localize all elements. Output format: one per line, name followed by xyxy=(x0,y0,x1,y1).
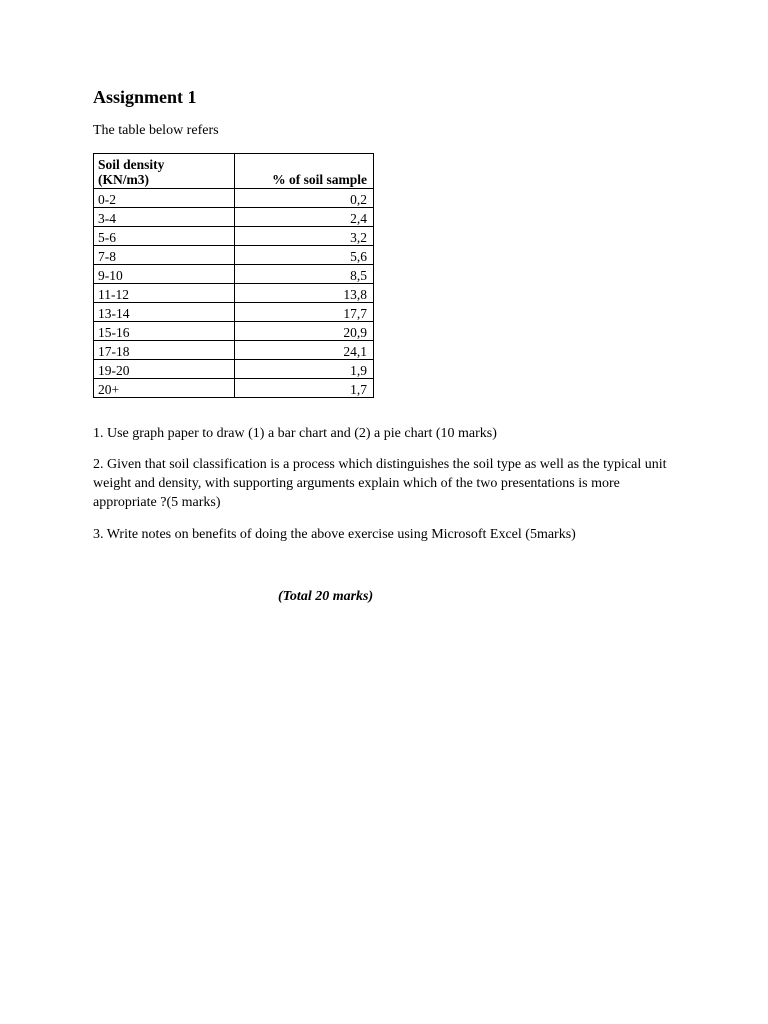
soil-density-table xyxy=(93,153,374,398)
percent-cell: 8,5 xyxy=(235,265,374,284)
density-cell: 20+ xyxy=(94,379,235,398)
table-row xyxy=(94,265,374,284)
percent-cell: 0,2 xyxy=(235,189,374,208)
density-cell: 13-14 xyxy=(94,303,235,322)
percent-cell: 2,4 xyxy=(235,208,374,227)
density-cell: 3-4 xyxy=(94,208,235,227)
table-row xyxy=(94,227,374,246)
table-row xyxy=(94,360,374,379)
header-soil-density-line1: Soil density xyxy=(98,157,165,172)
table-row xyxy=(94,379,374,398)
density-cell: 9-10 xyxy=(94,265,235,284)
density-cell: 5-6 xyxy=(94,227,235,246)
table-row xyxy=(94,303,374,322)
percent-cell: 20,9 xyxy=(235,322,374,341)
percent-cell: 5,6 xyxy=(235,246,374,265)
percent-cell: 1,9 xyxy=(235,360,374,379)
header-percent-soil-sample: % of soil sample xyxy=(235,154,374,189)
percent-cell: 13,8 xyxy=(235,284,374,303)
header-soil-density-line2: (KN/m3) xyxy=(98,172,149,187)
density-cell: 0-2 xyxy=(94,189,235,208)
assignment-title: Assignment 1 xyxy=(93,87,197,107)
table-row xyxy=(94,284,374,303)
density-cell: 19-20 xyxy=(94,360,235,379)
question-1: 1. Use graph paper to draw (1) a bar chart and (2) a pie chart (10 marks) xyxy=(93,426,497,441)
intro-text: The table below refers xyxy=(93,123,219,138)
question-3: 3. Write notes on benefits of doing the above exercise using Microsoft Excel (5marks) xyxy=(93,527,576,542)
density-cell: 15-16 xyxy=(94,322,235,341)
header-soil-density xyxy=(94,154,235,189)
table-row xyxy=(94,208,374,227)
total-marks: (Total 20 marks) xyxy=(278,589,374,604)
question-2: 2. Given that soil classification is a process which distinguishes the soil type as well as the typical unit weight and density, with supporting arguments explain which of the two presentations is more appropriate ?(5 marks) xyxy=(93,457,667,510)
percent-cell: 1,7 xyxy=(235,379,374,398)
table-row xyxy=(94,341,374,360)
density-cell: 17-18 xyxy=(94,341,235,360)
percent-cell: 3,2 xyxy=(235,227,374,246)
table-row xyxy=(94,246,374,265)
percent-cell: 17,7 xyxy=(235,303,374,322)
table-row xyxy=(94,189,374,208)
density-cell: 7-8 xyxy=(94,246,235,265)
table-row xyxy=(94,322,374,341)
density-cell: 11-12 xyxy=(94,284,235,303)
percent-cell: 24,1 xyxy=(235,341,374,360)
table-header-row xyxy=(94,154,374,189)
